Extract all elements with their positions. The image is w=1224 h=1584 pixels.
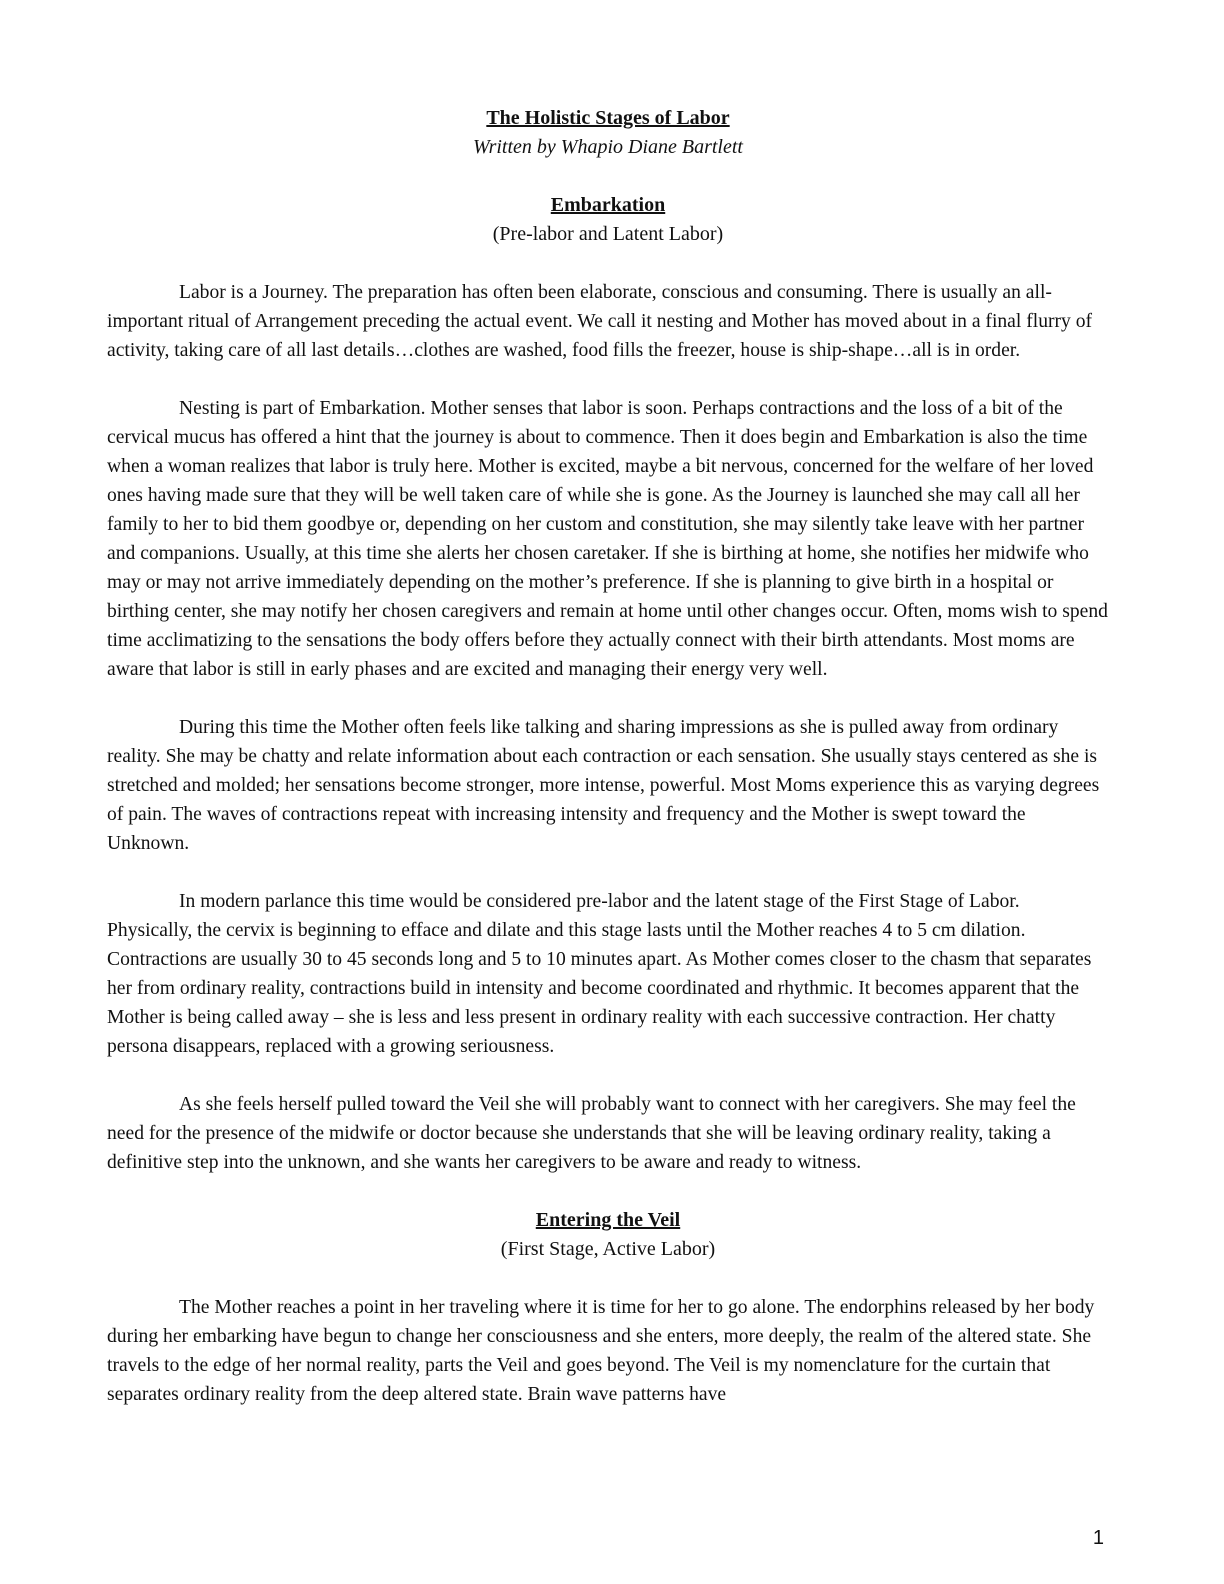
section-subheading: (First Stage, Active Labor): [500, 1238, 716, 1260]
paragraph: The Mother reaches a point in her traveling where it is time for her to go alone. The endorphins released by her body during her embarking have begun to change her consciousness and she enters, more deeply, the realm of the altered state. She travels to the edge of her normal reality, parts the Veil and goes beyond. The Veil is my nomenclature for the curtain that separates ordinary reality from the deep altered state. Brain wave patterns have: [107, 1297, 1095, 1405]
document-byline: Written by Whapio Diane Bartlett: [473, 136, 743, 158]
paragraph: Labor is a Journey. The preparation has often been elaborate, conscious and consuming. There is usually an all-important ritual of Arrangement preceding the actual event. We call it nesting and Mother has moved about in a final flurry of activity, taking care of all last details…clothes are washed, food fills the freezer, house is ship-shape…all is in order.: [107, 282, 1093, 361]
section-heading: Entering the Veil: [535, 1209, 681, 1231]
document-title: The Holistic Stages of Labor: [486, 107, 730, 129]
section-heading: Embarkation: [550, 194, 666, 216]
page-number: 1: [1092, 1527, 1104, 1549]
paragraph: During this time the Mother often feels like talking and sharing impressions as she is pulled away from ordinary reality. She may be chatty and relate information about each contraction or each sensation. She usually stays centered as she is stretched and molded; her sensations become stronger, more intense, powerful. Most Moms experience this as varying degrees of pain. The waves of contractions repeat with increasing intensity and frequency and the Mother is swept toward the Unknown.: [107, 717, 1100, 854]
section-entering-the-veil: [107, 1206, 1109, 1409]
section-subheading: (Pre-labor and Latent Labor): [492, 223, 724, 245]
paragraph: As she feels herself pulled toward the Veil she will probably want to connect with her caregivers. She may feel the need for the presence of the midwife or doctor because she understands that she will be leaving ordinary reality, taking a definitive step into the unknown, and she wants her caregivers to be aware and ready to witness.: [107, 1094, 1076, 1173]
paragraph: Nesting is part of Embarkation. Mother senses that labor is soon. Perhaps contractions and the loss of a bit of the cervical mucus has offered a hint that the journey is about to commence. Then it does begin and Embarkation is also the time when a woman realizes that labor is truly here. Mother is excited, maybe a bit nervous, concerned for the welfare of her loved ones having made sure that they will be well taken care of while she is gone. As the Journey is launched she may call all her family to her to bid them goodbye or, depending on her custom and constitution, she may silently take leave with her partner and companions. Usually, at this time she alerts her chosen caretaker. If she is birthing at home, she notifies her midwife who may or may not arrive immediately depending on the mother’s preference. If she is planning to give birth in a hospital or birthing center, she may notify her chosen caregivers and remain at home until other changes occur. Often, moms wish to spend time acclimatizing to the sensations the body offers before they actually connect with their birth attendants. Most moms are aware that labor is still in early phases and are excited and managing their energy very well.: [107, 398, 1108, 680]
paragraph: In modern parlance this time would be considered pre-labor and the latent stage of the First Stage of Labor. Physically, the cervix is beginning to efface and dilate and this stage lasts until the Mother reaches 4 to 5 cm dilation. Contractions are usually 30 to 45 seconds long and 5 to 10 minutes apart. As Mother comes closer to the chasm that separates her from ordinary reality, contractions build in intensity and become coordinated and rhythmic. It becomes apparent that the Mother is being called away – she is less and less present in ordinary reality with each successive contraction. Her chatty persona disappears, replaced with a growing seriousness.: [107, 891, 1092, 1057]
document-page: [107, 104, 1109, 1409]
section-embarkation: [107, 191, 1109, 1177]
